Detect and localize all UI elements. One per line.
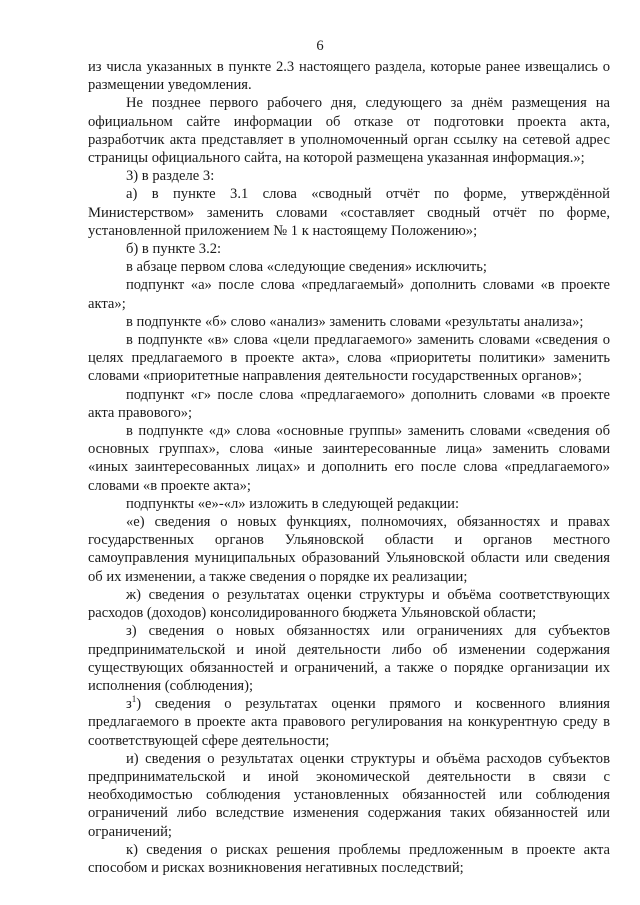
superscript-index: 1 [131,694,137,705]
paragraph: и) сведения о результатах оценки структуры и объёма расходов субъектов предпринимательской и иной экономической деятельности в связи с необходимостью соблюдения установленных обязанностей или соблюдения ограничений либо вследствие изменения содержания таких обязанностей или ограничений; [88,750,610,840]
paragraph: подпункт «г» после слова «предлагаемого» дополнить словами «в проекте акта правового»; [88,386,610,421]
paragraph-text: ) сведения о результатах оценки прямого и косвенного влияния предлагаемого в проекте акта правового регулирования на конкурентную среду в соответствующей сфере деятельности; [88,696,610,749]
paragraph: б) в пункте 3.2: [126,241,222,258]
document-body [88,58,610,877]
paragraph: з) сведения о новых обязанностях или ограничениях для субъектов предпринимательской и иной деятельности либо об изменении содержания существующих обязанностей и ограничений, а также о порядке организации их исполнения (соблюдения); [88,623,610,694]
paragraph: в подпункте «в» слова «цели предлагаемого» заменить словами «сведения о целях предлагаемого в проекте акта», слова «приоритеты политики» заменить словами «приоритетные направления деятельности государственных органов»; [88,332,610,385]
paragraph: Не позднее первого рабочего дня, следующего за днём размещения на официальном сайте информации об отказе от подготовки проекта акта, разработчик акта представляет в уполномоченный орган ссылку на сетевой адрес страницы официального сайта, на которой размещена указанная информация.»; [88,95,610,167]
paragraph-prefix: з [126,696,132,713]
paragraph: подпункт «а» после слова «предлагаемый» дополнить словами «в проекте акта»; [88,277,610,312]
paragraph: 3) в разделе 3: [126,168,215,185]
paragraph [88,695,610,750]
paragraph: ж) сведения о результатах оценки структуры и объёма соответствующих расходов (доходов) консолидированного бюджета Ульяновской области; [88,586,610,622]
paragraph: из числа указанных в пункте 2.3 настоящего раздела, которые ранее извещались о размещении уведомления. [88,59,610,94]
paragraph: «е) сведения о новых функциях, полномочиях, обязанностях и правах государственных органов Ульяновской области и органов местного самоуправления муниципальных образований Ульяновской области или сведения об их изменении, а также сведения о порядке их реализации; [88,514,610,585]
paragraph: к) сведения о рисках решения проблемы предложенным в проекте акта способом и рисках возникновения негативных последствий; [88,841,610,876]
paragraph: а) в пункте 3.1 слова «сводный отчёт по форме, утверждённой Министерством» заменить словами «составляет сводный отчёт по форме, установленной приложением № 1 к настоящему Положению»; [88,186,610,239]
paragraph: в подпункте «б» слово «анализ» заменить словами «результаты анализа»; [126,313,584,330]
page-number: 6 [316,38,324,54]
paragraph: подпункты «е»-«л» изложить в следующей редакции: [126,495,460,512]
paragraph: в подпункте «д» слова «основные группы» заменить словами «сведения об основных группах», слова «иные заинтересованные лица» заменить словами «иных заинтересованных лицах» и дополнить его после слова «предлагаемого» словами «в проекте акта»; [88,423,610,494]
paragraph: в абзаце первом слова «следующие сведения» исключить; [126,259,487,276]
